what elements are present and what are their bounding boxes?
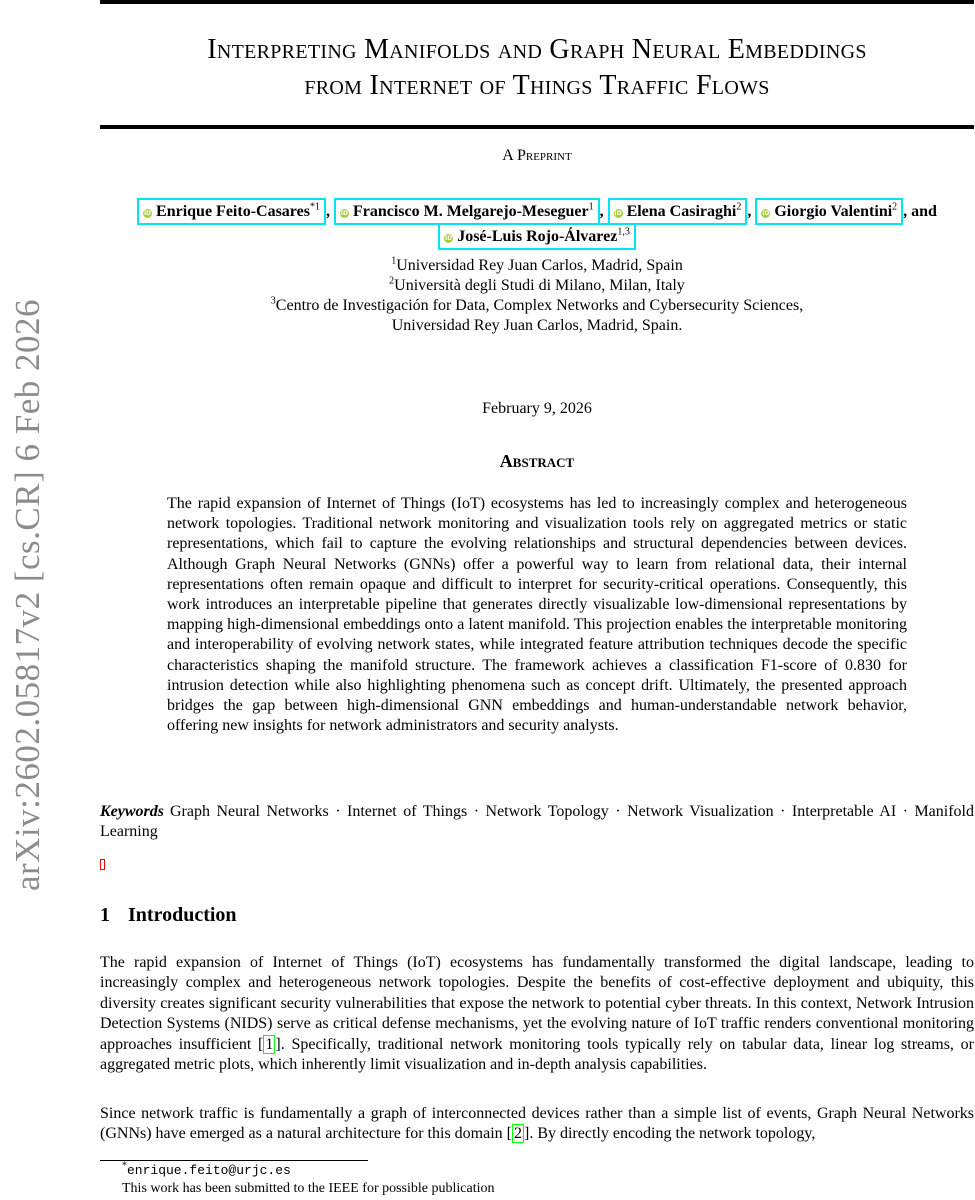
preprint-label: A Preprint: [502, 147, 572, 164]
author-link-feito-casares[interactable]: [137, 198, 326, 225]
text-run: ]. By directly encoding the network topology,: [523, 1125, 816, 1143]
author-affil-sup: *1: [309, 201, 320, 213]
title-line-1: Interpreting Manifolds and Graph Neural Embeddings: [207, 34, 867, 65]
footnote-rule: [100, 1160, 368, 1161]
affiliation-2: [100, 276, 974, 296]
publication-date: February 9, 2026: [482, 400, 592, 417]
author-link-melgarejo-meseguer[interactable]: [334, 198, 600, 225]
top-rule: [100, 0, 974, 4]
orcid-icon[interactable]: iD: [762, 210, 770, 217]
intro-paragraph-2: [100, 1104, 974, 1145]
citation-link[interactable]: 1: [265, 1035, 274, 1053]
author-affil-sup: 1,3: [617, 226, 630, 238]
affiliation-3: [100, 296, 974, 316]
arxiv-identifier: arXiv:2602.05817v2 [cs.CR] 6 Feb 2026: [8, 298, 47, 892]
text-run: Since network traffic is fundamentally a graph of interconnected devices rather than a simple list of events, Graph Neural Networks (GNNs) have emerged as a natural architecture for this domain [: [100, 1105, 974, 1143]
affil-text: Universidad Rey Juan Carlos, Madrid, Spain: [396, 257, 683, 274]
orcid-icon[interactable]: iD: [445, 235, 453, 242]
footnote-email: [122, 1160, 291, 1179]
author-affil-sup: 2: [736, 201, 742, 213]
section-title: Introduction: [128, 904, 237, 926]
author-link-rojo-alvarez[interactable]: [438, 223, 636, 250]
author-link-casiraghi[interactable]: [608, 198, 748, 225]
author-separator: , and: [903, 203, 937, 220]
footnote-note: This work has been submitted to the IEEE for possible publication: [122, 1181, 495, 1196]
author-link-valentini[interactable]: [755, 198, 903, 225]
orcid-icon[interactable]: iD: [614, 210, 622, 217]
orcid-icon[interactable]: iD: [144, 210, 152, 217]
affil-sup: 2: [389, 275, 395, 287]
author-name: José-Luis Rojo-Álvarez: [457, 228, 618, 245]
author-separator: ,: [325, 203, 330, 220]
affil-text: Centro de Investigación for Data, Complex Networks and Cybersecurity Sciences,: [275, 297, 804, 314]
affil-sup: 1: [391, 255, 397, 267]
keywords: [100, 802, 974, 842]
affil-text: Università degli Studi di Milano, Milan, Italy: [394, 277, 685, 294]
author-separator: ,: [599, 203, 604, 220]
text-run: The rapid expansion of Internet of Things (IoT) ecosystems has fundamentally transformed the digital landscape, leading to increasingly complex and heterogeneous network topologies. Despite the benefits of cost-effective deployment and ubiquity, this diversity creates significant security vulnerabilities that expose the network to potential cyber threats. In this context, Network Intrusion Detection Systems (NIDS) serve as critical defense mechanisms, yet the evolving nature of IoT traffic renders conventional monitoring approaches insufficient [: [100, 954, 974, 1053]
author-name: Enrique Feito-Casares: [156, 203, 310, 220]
footnote-mark: *: [122, 1160, 127, 1172]
affil-sup: 3: [270, 295, 276, 307]
text-run: ]. Specifically, traditional network monitoring tools typically rely on tabular data, linear log streams, or aggregated metric plots, which inherently limit visualization and in-depth analysis capabilities.: [100, 1035, 974, 1074]
title-bottom-rule: [100, 125, 974, 129]
section-heading: [100, 904, 237, 927]
author-affil-sup: 2: [892, 201, 898, 213]
citation-link[interactable]: 2: [513, 1125, 522, 1143]
author-name: Elena Casiraghi: [626, 203, 737, 220]
affiliation-1: [100, 256, 974, 276]
keywords-text: Graph Neural Networks · Internet of Things · Network Topology · Network Visualization · Interpretable AI · Manifold Learning: [100, 803, 974, 840]
author-name: Giorgio Valentini: [774, 203, 893, 220]
intro-paragraph-1: [100, 953, 974, 1075]
paper-title: [100, 32, 974, 104]
affil-text: Universidad Rey Juan Carlos, Madrid, Spain.: [391, 317, 683, 334]
abstract-heading: Abstract: [499, 451, 575, 471]
footnote-anchor-link[interactable]: [100, 859, 105, 870]
author-separator: ,: [747, 203, 752, 220]
abstract-body: The rapid expansion of Internet of Things (IoT) ecosystems has led to increasingly complex and heterogeneous network topologies. Traditional network monitoring and visualization tools rely on aggregated metrics or static representations, which fail to capture the evolving relationships and structural dependencies between devices. Although Graph Neural Networks (GNNs) offer a powerful way to learn from relational data, their internal representations often remain opaque and difficult to interpret for security-critical operations. Consequently, this work introduces an interpretable pipeline that generates directly visualizable low-dimensional representations by mapping high-dimensional embeddings onto a latent manifold. This projection enables the interpretable monitoring and interoperability of evolving network states, while integrated feature attribution techniques decode the specific characteristics shaping the manifold structure. The framework achieves a classification F1-score of 0.830 for intrusion detection while also highlighting phenomena such as concept drift. Ultimately, the presented approach bridges the gap between high-dimensional GNN embeddings and human-understandable network behavior, offering new insights for network administrators and security analysts.: [167, 495, 907, 735]
keywords-label: Keywords: [100, 803, 164, 820]
author-list: [100, 200, 974, 250]
section-number: 1: [100, 904, 110, 926]
affiliations: [100, 256, 974, 336]
email-address: enrique.feito@urjc.es: [127, 1163, 291, 1178]
title-line-2: from Internet of Things Traffic Flows: [304, 70, 770, 101]
orcid-icon[interactable]: iD: [340, 210, 348, 217]
affiliation-3-cont: [100, 316, 974, 336]
author-affil-sup: 1: [588, 201, 594, 213]
author-name: Francisco M. Melgarejo-Meseguer: [352, 203, 589, 220]
